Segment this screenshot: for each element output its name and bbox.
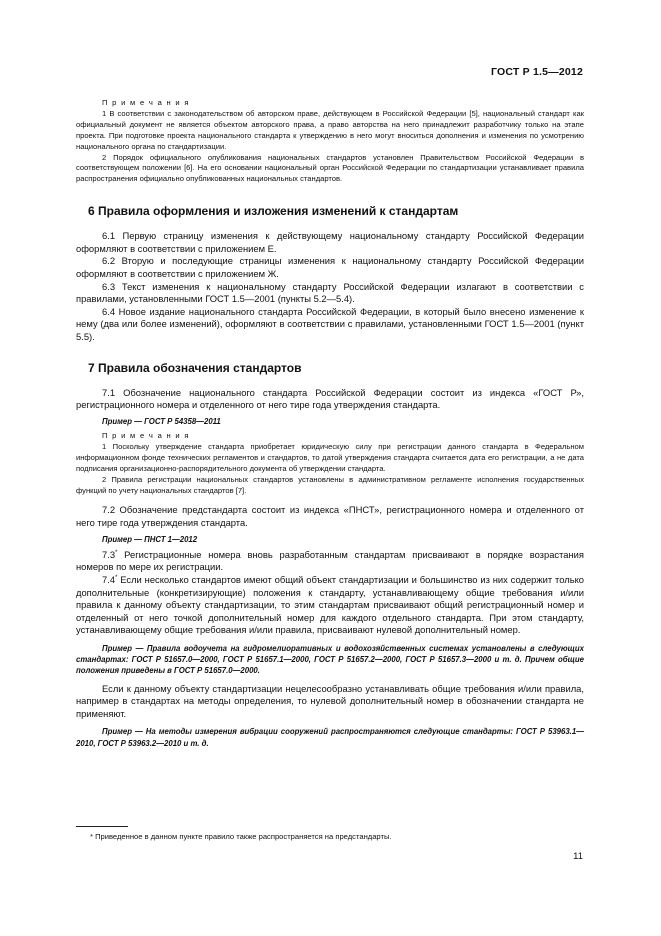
notes-title: П р и м е ч а н и я (102, 98, 190, 107)
clause-7-3 (76, 549, 584, 574)
example-3: Пример — Правила водоучета на гидромелиоративных и водохозяйственных системах установлены в следующих стандартах: ГОСТ Р 51657.0—2000, ГОСТ Р 51657.1—2000, ГОСТ Р 51657.2—2000, ГОСТ Р 51657.3—2000 и т. д. Причем общие положения приведены в ГОСТ Р 51657.0—2000. (76, 643, 584, 676)
note-paragraph: 1 В соответствии с законодательством об авторском праве, действующем в Российской Федерации [5], национальный стандарт как официальный документ не является объектом авторского права, а право авторства на него принадлежит разработчику только на этапе проекта. При подготовке проекта национального стандарта к утверждению в него могут вноситься дополнения и изменения по усмотрению национального органа по стандартизации. (76, 108, 584, 151)
clause-6-3: 6.3 Текст изменения к национальному стандарту Российской Федерации излагают в соответствии с правилами, установленными ГОСТ 1.5—2001 (пункты 5.2—5.4). (76, 280, 584, 305)
clause-7-4 (76, 574, 584, 637)
clause-number: 7.3 (102, 548, 116, 560)
clause-7-1: 7.1 Обозначение национального стандарта Российской Федерации состоит из индекса «ГОСТ Р», регистрационного номера и отделенного от него тире года утверждения стандарта. (76, 386, 584, 411)
clause-7-2: 7.2 Обозначение предстандарта состоит из индекса «ПНСТ», регистрационного номера и отделенного от него тире года утверждения стандарта. (76, 504, 584, 529)
example-1: Пример — ГОСТ Р 54358—2011 (102, 416, 221, 426)
page-content (76, 98, 584, 753)
clause-text: Если несколько стандартов имеют общий объект стандартизации и большинство из них содержит только дополнительные (конкретизирующие) положения к стандарту, устанавливающему общие требования и/или правила к данному объекту стандартизации, то этим стандартам присваивают общий регистрационный номер и отделенный от него точкой дополнительный номер для каждого отдельного стандарта. При этом стандарту, устанавливающему общие требования и/или правила, присваивают нулевой дополнительный номер. (76, 574, 584, 636)
document-header: ГОСТ Р 1.5—2012 (490, 66, 583, 78)
note-paragraph: 2 Порядок официального опубликования национальных стандартов установлен Правительством Российской Федерации в соответствующем положении [6]. На его основании национальный орган Российской Федерации по стандартизации устанавливает правила распространения официально опубликованных национальных стандартов. (76, 152, 584, 184)
section-7-heading: 7 Правила обозначения стандартов (88, 360, 302, 375)
footnote: * Приведенное в данном пункте правило также распространяется на предстандарты. (90, 832, 392, 841)
example-2: Пример — ПНСТ 1—2012 (102, 534, 198, 544)
clause-7-4-continued: Если к данному объекту стандартизации нецелесообразно устанавливать общие требования и/или правила, например в стандартах на методы определения, то нулевой дополнительный номер в обозначении стандарта не применяют. (76, 682, 584, 719)
note-paragraph: 1 Поскольку утверждение стандарта приобретает юридическую силу при регистрации данного стандарта в Федеральном информационном фонде технических регламентов и стандартов, то датой утверждения стандарта считается дата его регистрации, а не дата подписания организационно-распорядительного документа об утверждении стандарта. (76, 441, 584, 473)
page-number: 11 (573, 851, 583, 862)
notes-title: П р и м е ч а н и я (102, 430, 190, 440)
footnote-divider (76, 826, 128, 827)
clause-6-4: 6.4 Новое издание национального стандарта Российской Федерации, в который было внесено изменение к нему (два или более изменений), оформляют в соответствии с правилами, установленными ГОСТ 1.5—2001 (пункт 5.5). (76, 305, 584, 342)
clause-text: Регистрационные номера вновь разработанным стандартам присваивают в порядке возрастания номеров по мере их регистрации. (76, 548, 584, 573)
clause-6-2: 6.2 Вторую и последующие страницы изменения к национальному стандарту Российской Федерации оформляют в соответствии с приложением Ж. (76, 255, 584, 280)
footnote-mark: * (115, 549, 118, 556)
clause-6-1: 6.1 Первую страницу изменения к действующему национальному стандарту Российской Федерации оформляют в соответствии с приложением Е. (76, 230, 584, 254)
section-6-heading: 6 Правила оформления и изложения изменений к стандартам (88, 204, 459, 219)
clause-number: 7.4 (102, 574, 116, 585)
example-4: Пример — На методы измерения вибрации сооружений распространяются следующие стандарты: ГОСТ Р 53963.1—2010, ГОСТ Р 53963.2—2010 и т. д. (76, 727, 584, 748)
note-paragraph: 2 Правила регистрации национальных стандартов установлены в административном регламенте исполнения государственных функций по учету национальных стандартов [7]. (76, 474, 584, 495)
footnote-mark: * (115, 574, 118, 581)
